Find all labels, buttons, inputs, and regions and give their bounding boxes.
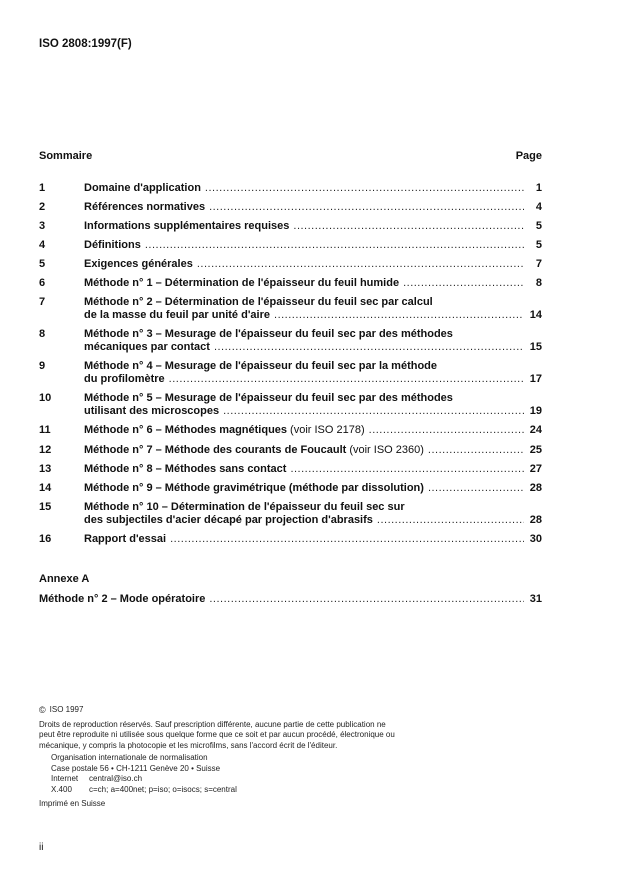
- toc-item-number: 15: [39, 501, 52, 513]
- annex-entry-text: Méthode n° 2 – Mode opératoire: [39, 593, 206, 605]
- toc-item-number: 7: [39, 296, 46, 308]
- leader-dots: [170, 533, 524, 546]
- toc-item-page: 24: [529, 424, 542, 436]
- toc-item[interactable]: [39, 239, 542, 252]
- toc-item-page: 14: [529, 309, 542, 321]
- toc-item-page: 28: [529, 482, 542, 494]
- toc-item-number: 9: [39, 360, 46, 372]
- leader-dots: [428, 482, 524, 495]
- postal-address: Case postale 56 • CH-1211 Genève 20 • Suisse: [51, 763, 221, 773]
- copyright-text: ISO 1997: [49, 705, 84, 714]
- toc-item-number: 1: [39, 182, 46, 194]
- toc-item-number: 6: [39, 277, 46, 289]
- publisher-address: [39, 753, 399, 795]
- toc-item-page: 5: [535, 220, 542, 232]
- annex-title: Annexe A: [39, 573, 90, 585]
- toc-item-page: 5: [535, 239, 542, 251]
- toc-item[interactable]: [39, 220, 542, 233]
- contents-title: Sommaire: [39, 150, 93, 162]
- toc-item-number: 2: [39, 201, 46, 213]
- toc-item-number: 4: [39, 239, 46, 251]
- toc-item[interactable]: [39, 277, 542, 290]
- x400-label: X.400: [51, 784, 72, 794]
- toc-item-title: Définitions: [84, 239, 141, 251]
- leader-dots: [205, 182, 524, 195]
- toc-item-page: 4: [535, 201, 542, 213]
- internet-label: Internet: [51, 774, 79, 783]
- toc-item-number: 14: [39, 482, 52, 494]
- toc-item-page: 19: [529, 405, 542, 417]
- toc-item[interactable]: [39, 182, 542, 195]
- toc-item-page: 8: [535, 277, 542, 289]
- leader-dots: [197, 258, 524, 271]
- leader-dots: [369, 424, 524, 437]
- toc-item-page: 7: [535, 258, 542, 270]
- toc-item[interactable]: [39, 328, 542, 354]
- toc-item[interactable]: [39, 463, 542, 476]
- toc-item[interactable]: [39, 392, 542, 418]
- leader-dots: [145, 239, 524, 252]
- toc-item[interactable]: [39, 258, 542, 271]
- annex-entry[interactable]: [39, 593, 542, 605]
- leader-dots: [377, 514, 524, 527]
- toc-item-number: 16: [39, 533, 52, 545]
- toc-item-title: Méthode n° 6 – Méthodes magnétiques: [84, 424, 288, 436]
- toc-item-title: Méthode n° 2 – Détermination de l'épaisseur du feuil sec par calcul: [84, 296, 433, 308]
- leader-dots: [293, 220, 524, 233]
- page-column-label: Page: [515, 150, 542, 162]
- toc-item-title: du profilomètre: [84, 373, 165, 385]
- toc-item-title: mécaniques par contact: [84, 341, 210, 353]
- toc-item-title: Rapport d'essai: [84, 533, 167, 545]
- printed-in: Imprimé en Suisse: [39, 799, 106, 808]
- toc-item[interactable]: [39, 296, 542, 322]
- contents-heading-row: [39, 150, 542, 162]
- toc-item-title: Méthode n° 7 – Méthode des courants de Foucault: [84, 444, 347, 456]
- toc-item-number: 13: [39, 463, 52, 475]
- toc-item-title: Méthode n° 9 – Méthode gravimétrique (méthode par dissolution): [84, 482, 424, 494]
- toc-item-title: utilisant des microscopes: [84, 405, 220, 417]
- toc-item-title: Références normatives: [84, 201, 206, 213]
- toc-item-title: Domaine d'application: [84, 182, 201, 194]
- leader-dots: [403, 277, 524, 290]
- toc-item-number: 8: [39, 328, 46, 340]
- leader-dots: [223, 405, 524, 418]
- toc-item[interactable]: [39, 533, 542, 546]
- toc-item-title: Méthode n° 10 – Détermination de l'épaisseur du feuil sec sur: [84, 501, 405, 513]
- page-number: ii: [39, 842, 44, 853]
- leader-dots: [169, 373, 524, 386]
- toc-item-title: Méthode n° 5 – Mesurage de l'épaisseur du feuil sec par des méthodes: [84, 392, 453, 404]
- toc-item[interactable]: [39, 201, 542, 214]
- x400-address: c=ch; a=400net; p=iso; o=isocs; s=central: [89, 784, 237, 794]
- rights-statement: Droits de reproduction réservés. Sauf prescription différente, aucune partie de cette publication ne peut être reproduite ni utilisée sous quelque forme que ce soit et par aucun procédé, électronique ou mécanique, y compris la photocopie et les microfilms, sans l'accord écrit de l'éditeur.: [39, 719, 395, 750]
- toc-item-title: des subjectiles d'acier décapé par projection d'abrasifs: [84, 514, 373, 526]
- toc-item-title: Exigences générales: [84, 258, 193, 270]
- toc-item[interactable]: [39, 482, 542, 495]
- toc-item-note: (voir ISO 2360): [349, 444, 424, 456]
- toc-item-title: Méthode n° 8 – Méthodes sans contact: [84, 463, 287, 475]
- toc-item-number: 5: [39, 258, 46, 270]
- copyright-block: [39, 705, 399, 810]
- toc-item[interactable]: [39, 501, 542, 527]
- toc-item-page: 27: [529, 463, 542, 475]
- toc-item-number: 10: [39, 392, 52, 404]
- toc-item-page: 30: [529, 533, 542, 545]
- leader-dots: [209, 593, 524, 605]
- toc-item-title: Méthode n° 1 – Détermination de l'épaisseur du feuil humide: [84, 277, 400, 289]
- toc-item[interactable]: [39, 360, 542, 386]
- toc-item-title: Méthode n° 3 – Mesurage de l'épaisseur du feuil sec par des méthodes: [84, 328, 453, 340]
- toc-item-number: 11: [39, 424, 51, 436]
- organization-name: Organisation internationale de normalisation: [51, 753, 208, 762]
- toc-item-note: (voir ISO 2178): [290, 424, 365, 436]
- toc-item[interactable]: [39, 424, 542, 437]
- leader-dots: [214, 341, 524, 354]
- leader-dots: [274, 309, 524, 322]
- toc-item-page: 17: [529, 373, 542, 385]
- toc-item-page: 25: [529, 444, 542, 456]
- toc-item-number: 12: [39, 444, 52, 456]
- annex-entry-page: 31: [529, 593, 542, 605]
- toc-item[interactable]: [39, 444, 542, 457]
- toc-item-page: 15: [529, 341, 542, 353]
- toc-item-title: Informations supplémentaires requises: [84, 220, 290, 232]
- copyright-icon: ©: [39, 705, 46, 715]
- toc-item-page: 1: [535, 182, 542, 194]
- leader-dots: [290, 463, 524, 476]
- document-id: ISO 2808:1997(F): [39, 38, 132, 50]
- internet-address: central@iso.ch: [89, 774, 143, 783]
- toc-item-title: de la masse du feuil par unité d'aire: [84, 309, 271, 321]
- leader-dots: [209, 201, 524, 214]
- toc-item-page: 28: [529, 514, 542, 526]
- toc-item-title: Méthode n° 4 – Mesurage de l'épaisseur du feuil sec par la méthode: [84, 360, 438, 372]
- table-of-contents: [39, 176, 542, 546]
- leader-dots: [428, 444, 524, 457]
- toc-item-number: 3: [39, 220, 46, 232]
